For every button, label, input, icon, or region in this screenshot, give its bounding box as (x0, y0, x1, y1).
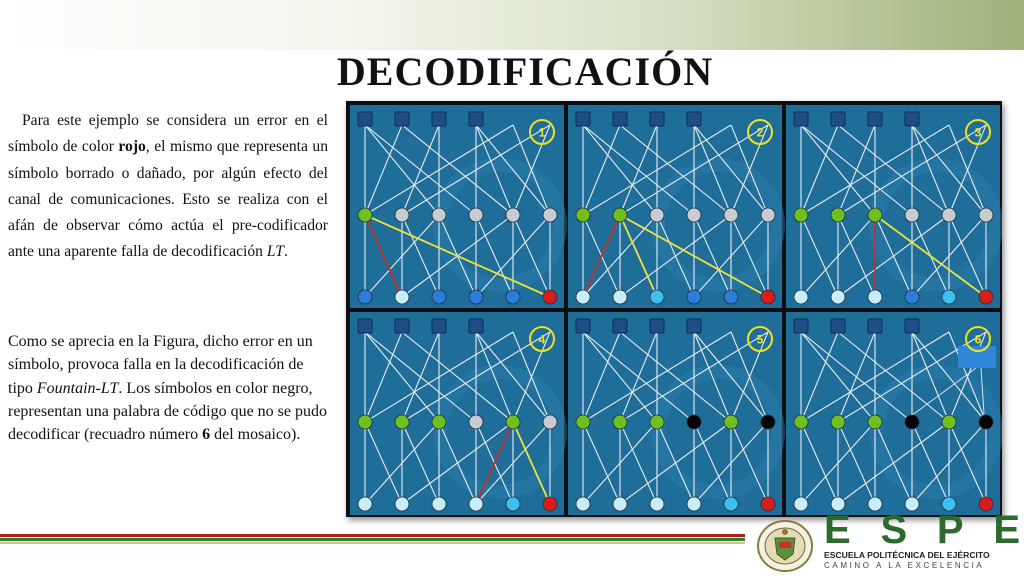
encoded-symbol (613, 290, 627, 304)
intermediate-node (687, 415, 701, 429)
intermediate-node (432, 415, 446, 429)
header-gradient-band (0, 0, 1024, 50)
intermediate-node (868, 208, 882, 222)
source-symbol (794, 112, 808, 126)
source-symbol (358, 112, 372, 126)
intermediate-node (650, 415, 664, 429)
source-symbol (868, 112, 882, 126)
panel-number: 5 (756, 332, 764, 347)
panel-6 (786, 312, 1000, 515)
intermediate-node (395, 208, 409, 222)
intermediate-node (831, 415, 845, 429)
mosaic-svg (346, 101, 1002, 517)
panel-number: 4 (538, 332, 546, 347)
p2-fountain: Fountain-LT (36, 379, 119, 397)
encoded-symbol (358, 290, 372, 304)
source-symbol (432, 319, 446, 333)
p1-text-b: , el mismo que representa un símbolo borrado o dañado, por algún efecto del canal de comunicaciones. Esto se realiza con el afán de observar cómo actúa el pre-codificador ante una aparente falla de decodificación (8, 138, 328, 261)
intermediate-node (469, 415, 483, 429)
intermediate-node (650, 208, 664, 222)
encoded-symbol (358, 497, 372, 511)
encoded-symbol (905, 290, 919, 304)
encoded-symbol (613, 497, 627, 511)
espe-seal-logo (757, 520, 813, 572)
encoded-symbol (506, 497, 520, 511)
source-symbol (613, 319, 627, 333)
espe-logo-letters (824, 507, 1020, 552)
panel-5 (568, 312, 782, 515)
panel-number: 3 (974, 125, 982, 140)
encoded-symbol (576, 497, 590, 511)
encoded-symbol (650, 497, 664, 511)
source-symbol (395, 112, 409, 126)
intermediate-node (613, 415, 627, 429)
encoded-symbol (395, 290, 409, 304)
source-symbol (794, 319, 808, 333)
encoded-symbol (576, 290, 590, 304)
intermediate-node (979, 208, 993, 222)
undecoded-marker (958, 346, 996, 368)
encoded-symbol (794, 497, 808, 511)
encoded-symbol (543, 497, 557, 511)
source-symbol (613, 112, 627, 126)
intermediate-node (576, 208, 590, 222)
decoding-mosaic-figure (346, 101, 1002, 517)
source-symbol (576, 319, 590, 333)
panel-1 (350, 105, 564, 308)
intermediate-node (942, 415, 956, 429)
encoded-symbol (687, 290, 701, 304)
source-symbol (868, 319, 882, 333)
encoded-symbol (543, 290, 557, 304)
intermediate-node (358, 208, 372, 222)
intermediate-node (506, 415, 520, 429)
source-symbol (469, 319, 483, 333)
p2-six: 6 (202, 426, 211, 444)
source-symbol (650, 319, 664, 333)
encoded-symbol (724, 290, 738, 304)
intermediate-node (942, 208, 956, 222)
p1-text-c: . (283, 243, 288, 261)
espe-letter-3: P (936, 507, 964, 552)
institution-motto: CAMINO A LA EXCELENCIA (824, 561, 985, 570)
intermediate-node (905, 415, 919, 429)
encoded-symbol (650, 290, 664, 304)
intermediate-node (358, 415, 372, 429)
intermediate-node (543, 415, 557, 429)
source-symbol (905, 319, 919, 333)
encoded-symbol (831, 290, 845, 304)
intermediate-node (905, 208, 919, 222)
p1-rojo: rojo (118, 138, 146, 156)
source-symbol (831, 319, 845, 333)
panel-number: 6 (974, 332, 982, 347)
intermediate-node (979, 415, 993, 429)
encoded-symbol (761, 497, 775, 511)
source-symbol (432, 112, 446, 126)
intermediate-node (613, 208, 627, 222)
p1-text-a: Para este ejemplo se considera un error en el símbolo de color (8, 112, 328, 156)
intermediate-node (761, 208, 775, 222)
panel-4 (350, 312, 564, 515)
panel-number: 1 (538, 125, 546, 140)
source-symbol (905, 112, 919, 126)
source-symbol (358, 319, 372, 333)
intermediate-node (543, 208, 557, 222)
intermediate-node (831, 208, 845, 222)
p2-text-c: del mosaico). (210, 426, 301, 444)
encoded-symbol (868, 290, 882, 304)
intermediate-node (794, 415, 808, 429)
espe-letter-2: S (880, 507, 908, 552)
encoded-symbol (506, 290, 520, 304)
p2-text-a: Como se aprecia en la Figura, dicho error en un símbolo, provoca falla en la decodificación de tipo (8, 333, 313, 397)
source-symbol (576, 112, 590, 126)
intermediate-node (724, 415, 738, 429)
encoded-symbol (794, 290, 808, 304)
p2-text-b: . Los símbolos en color negro, representan una palabra de código que no se pudo decodificar (recuadro número (8, 379, 327, 444)
panel-3 (786, 105, 1000, 308)
paragraph-1 (8, 108, 328, 266)
intermediate-node (794, 208, 808, 222)
source-symbol (831, 112, 845, 126)
encoded-symbol (942, 290, 956, 304)
source-symbol (395, 319, 409, 333)
encoded-symbol (469, 497, 483, 511)
paragraph-2 (8, 330, 330, 446)
institution-name: ESCUELA POLITÉCNICA DEL EJÉRCITO (824, 550, 990, 560)
footer-stripe-red (0, 534, 745, 537)
intermediate-node (761, 415, 775, 429)
footer-stripe-gold (0, 542, 745, 544)
intermediate-node (687, 208, 701, 222)
encoded-symbol (395, 497, 409, 511)
encoded-symbol (979, 290, 993, 304)
panel-number: 2 (756, 125, 764, 140)
encoded-symbol (432, 497, 446, 511)
intermediate-node (432, 208, 446, 222)
slide-title: DECODIFICACIÓN (336, 49, 714, 94)
encoded-symbol (761, 290, 775, 304)
intermediate-node (724, 208, 738, 222)
encoded-symbol (687, 497, 701, 511)
source-symbol (687, 319, 701, 333)
source-symbol (650, 112, 664, 126)
panel-2 (568, 105, 782, 308)
intermediate-node (469, 208, 483, 222)
intermediate-node (395, 415, 409, 429)
footer-stripe-green (0, 538, 745, 541)
encoded-symbol (469, 290, 483, 304)
intermediate-node (506, 208, 520, 222)
p1-lt: LT (266, 243, 284, 261)
source-symbol (687, 112, 701, 126)
intermediate-node (576, 415, 590, 429)
espe-letter-1: E (824, 507, 851, 552)
encoded-symbol (724, 497, 738, 511)
encoded-symbol (432, 290, 446, 304)
source-symbol (469, 112, 483, 126)
espe-letter-4: E (993, 507, 1020, 552)
intermediate-node (868, 415, 882, 429)
encoded-symbol (979, 497, 993, 511)
